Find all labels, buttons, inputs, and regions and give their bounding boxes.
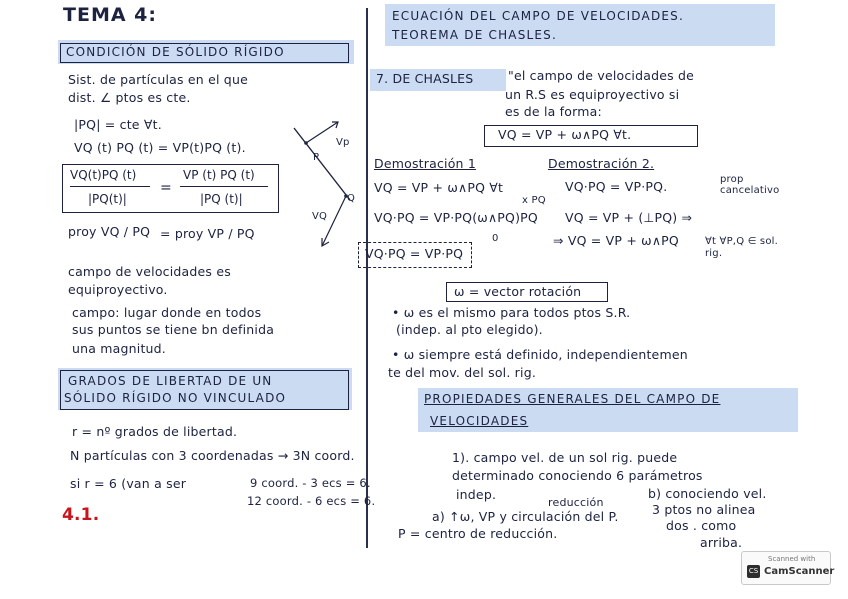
prop-line: determinado conociendo 6 parámetros <box>452 468 703 483</box>
demo1-zero: 0 <box>492 233 499 244</box>
subsection-number: 4.1. <box>62 505 100 525</box>
coord-line: 12 coord. - 6 ecs = 6. <box>247 494 376 508</box>
omega-label: ω = vector rotación <box>454 284 582 299</box>
proy-right: = proy VP / PQ <box>160 226 255 241</box>
definition-line: una magnitud. <box>72 341 166 356</box>
badge-line1: Scanned with <box>768 555 816 563</box>
demo2-line: VQ = VP + (⊥PQ) ⇒ <box>565 210 693 225</box>
fraction-denominator: |PQ(t)| <box>88 192 127 206</box>
demo2-note: prop cancelativo <box>720 174 780 196</box>
demo1-note: x PQ <box>522 195 546 206</box>
formula-line: VQ (t) PQ (t) = VP(t)PQ (t). <box>74 140 246 155</box>
text-line: dist. ∠ ptos es cte. <box>68 90 191 105</box>
demo2-title: Demostración 2. <box>548 156 655 171</box>
omega-line: • ω es el mismo para todos ptos S.R. <box>392 305 631 320</box>
label-vq: VQ <box>312 211 328 222</box>
text-line: r = nº grados de libertad. <box>72 424 238 439</box>
demo1-line: VQ·PQ = VP·PQ(ω∧PQ)PQ <box>374 210 538 225</box>
chasles-text: es de la forma: <box>505 104 602 119</box>
prop-a: a) ↑ω, VP y circulación del P. <box>432 509 619 524</box>
chasles-text: un R.S es equiproyectivo si <box>505 87 680 102</box>
section2-heading: SÓLIDO RÍGIDO NO VINCULADO <box>64 391 287 405</box>
equals-sign: = <box>160 180 172 196</box>
demo1-line: VQ = VP + ω∧PQ ∀t <box>374 180 504 195</box>
demo2-line: VQ·PQ = VP·PQ. <box>565 179 668 194</box>
demo1-line: VQ·PQ = VP·PQ <box>365 246 464 261</box>
demo2-line: ⇒ VQ = VP + ω∧PQ <box>553 233 679 248</box>
demo1-title: Demostración 1 <box>374 156 476 171</box>
props-heading: VELOCIDADES <box>430 414 529 428</box>
text-line: Sist. de partículas en el que <box>68 72 248 87</box>
chasles-label: 7. DE CHASLES <box>376 71 474 86</box>
text-line: campo de velocidades es <box>68 264 231 279</box>
formula-line: |PQ| = cte ∀t. <box>74 117 162 132</box>
prop-line: 1). campo vel. de un sol rig. puede <box>452 450 678 465</box>
camscanner-icon: CS <box>747 565 760 578</box>
prop-reduccion: reducción <box>548 496 604 509</box>
fraction-numerator: VQ(t)PQ (t) <box>70 168 137 182</box>
fraction-numerator: VP (t) PQ (t) <box>183 168 255 182</box>
chasles-text: "el campo de velocidades de <box>508 68 695 83</box>
coord-line: 9 coord. - 3 ecs = 6. <box>250 476 371 490</box>
label-q: Q <box>347 193 356 204</box>
topic-title: TEMA 4: <box>63 4 157 26</box>
section1-heading: CONDICIÓN DE SÓLIDO RÍGIDO <box>66 45 285 59</box>
label-p: P <box>313 152 320 163</box>
camscanner-badge <box>741 551 835 585</box>
text-line: N partículas con 3 coordenadas → 3N coord. <box>70 448 355 463</box>
badge-line2: CamScanner <box>764 566 835 577</box>
omega-line: te del mov. del sol. rig. <box>388 365 537 380</box>
fraction-denominator: |PQ (t)| <box>200 192 243 206</box>
prop-b: arriba. <box>700 535 743 550</box>
prop-p: P = centro de reducción. <box>398 526 558 541</box>
props-heading: PROPIEDADES GENERALES DEL CAMPO DE <box>424 392 721 406</box>
chasles-formula: VQ = VP + ω∧PQ ∀t. <box>498 127 632 142</box>
text-line: equiproyectivo. <box>68 282 168 297</box>
fraction-bar <box>180 186 268 187</box>
fraction-bar <box>70 186 150 187</box>
omega-line: • ω siempre está definido, independientemen <box>392 347 688 362</box>
definition-line: sus puntos se tiene bn definida <box>72 322 275 337</box>
header-line: TEOREMA DE CHASLES. <box>392 28 558 42</box>
vector-diagram <box>286 118 362 250</box>
prop-b: dos . como <box>666 518 737 533</box>
omega-line: (indep. al pto elegido). <box>396 322 543 337</box>
prop-line: indep. <box>456 487 497 502</box>
column-divider <box>366 8 368 548</box>
section2-heading: GRADOS DE LIBERTAD DE UN <box>68 374 273 388</box>
header-line: ECUACIÓN DEL CAMPO DE VELOCIDADES. <box>392 9 684 23</box>
label-vp: Vp <box>336 137 350 148</box>
proy-left: proy VQ / PQ <box>68 224 151 239</box>
demo2-tail: ∀t ∀P,Q ∈ sol. rig. <box>705 236 779 259</box>
prop-b: 3 ptos no alinea <box>652 502 756 517</box>
definition-line: campo: lugar donde en todos <box>72 305 262 320</box>
text-line: si r = 6 (van a ser <box>70 476 187 491</box>
prop-b: b) conociendo vel. <box>648 486 767 501</box>
